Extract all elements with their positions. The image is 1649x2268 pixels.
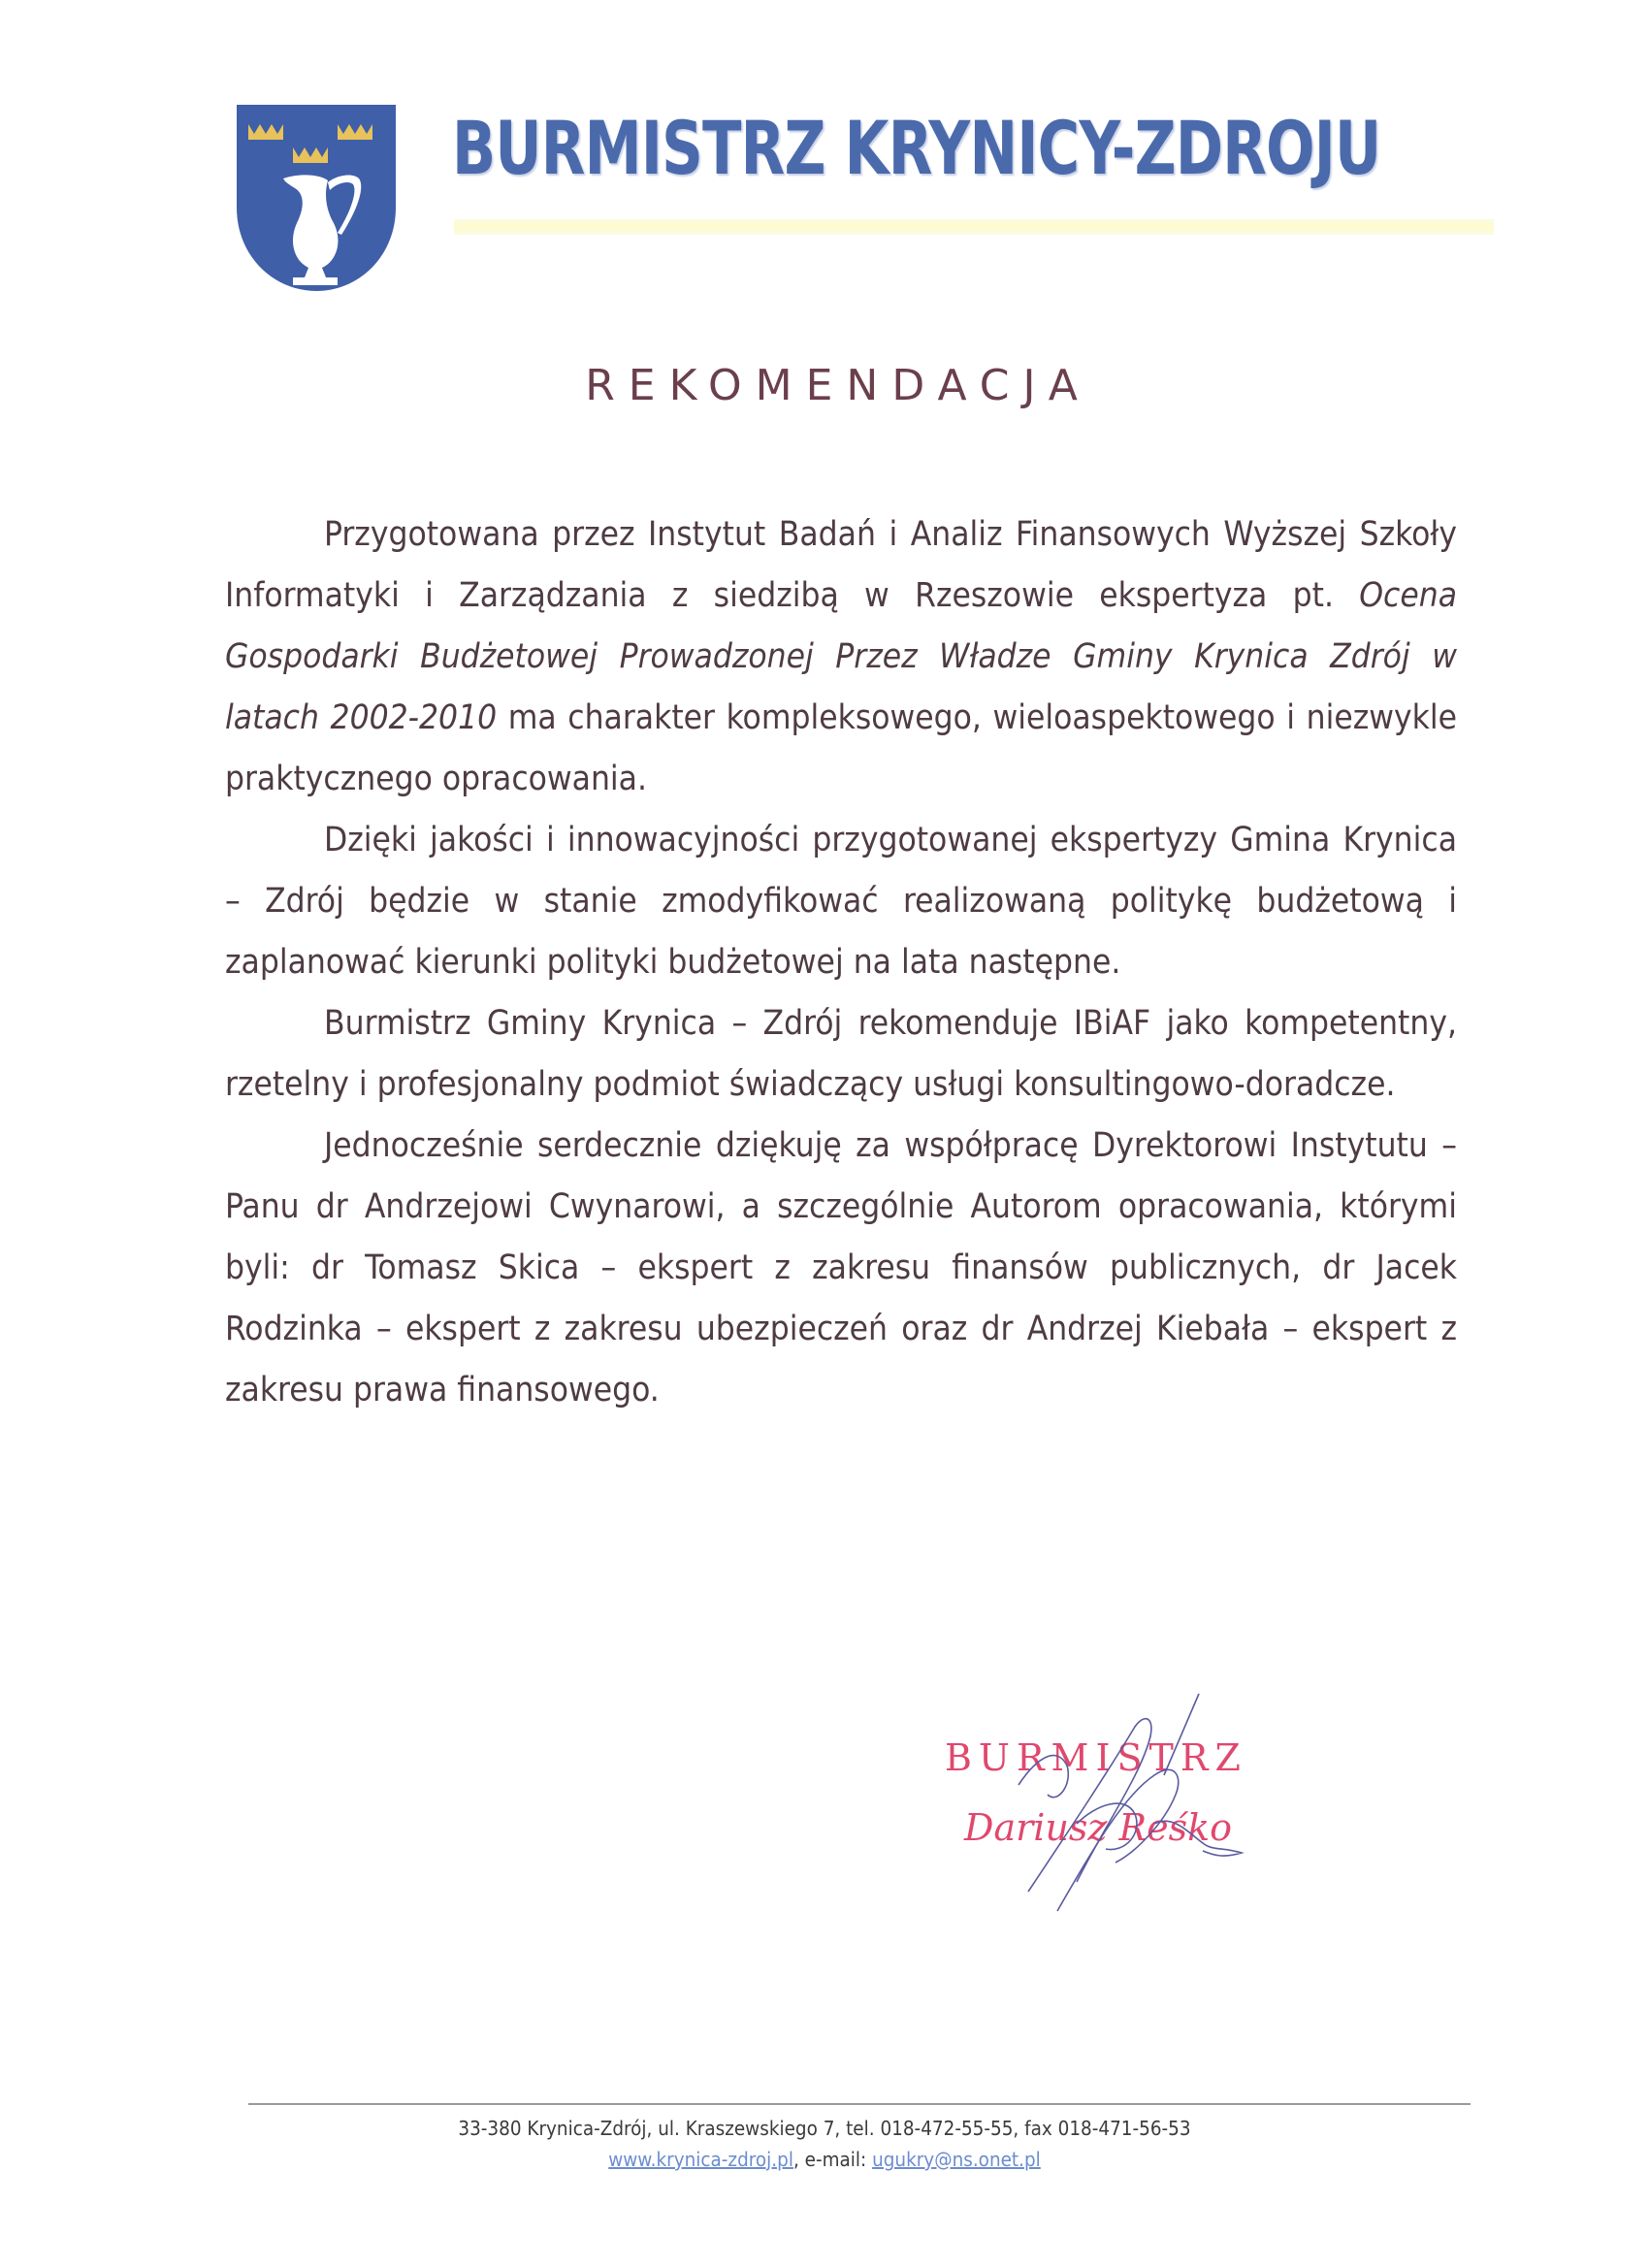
paragraph-1 bbox=[225, 504, 1457, 810]
paragraph-3: Burmistrz Gminy Krynica – Zdrój rekomenduje IBiAF jako kompetentny, rzetelny i profesjonalny podmiot świadczący usługi konsultingowo-doradcze. bbox=[225, 1004, 1457, 1104]
document-title: REKOMENDACJA bbox=[585, 361, 1091, 410]
coat-of-arms-icon bbox=[233, 101, 400, 295]
expertise-title: Ocena Gospodarki Budżetowej Prowadzonej Przez Władze Gminy Krynica Zdrój w latach 2002-2010 bbox=[225, 576, 1457, 737]
email-link[interactable]: ugukry@ns.onet.pl bbox=[872, 2148, 1041, 2171]
document-body bbox=[225, 504, 1457, 1421]
paragraph-1-text-end: ma charakter kompleksowego, wieloaspektowego i niezwykle praktycznego opracowania. bbox=[225, 698, 1457, 798]
paragraph-2: Dzięki jakości i innowacyjności przygotowanej ekspertyzy Gmina Krynica – Zdrój będzie w stanie zmodyfikować realizowaną politykę budżetową i zaplanować kierunki polityki budżetowej na lata następne. bbox=[225, 821, 1457, 982]
paragraph-4: Jednocześnie serdecznie dziękuję za współpracę Dyrektorowi Instytutu – Panu dr Andrzejowi Cwynarowi, a szczególnie Autorom opracowania, którymi byli: dr Tomasz Skica – ekspert z zakresu finansów publicznych, dr Jacek Rodzinka – ekspert z zakresu ubezpieczeń oraz dr Andrzej Kiebała – ekspert z zakresu prawa finansowego. bbox=[225, 1126, 1457, 1409]
handwritten-signature-icon bbox=[960, 1688, 1271, 1930]
letterhead-rule bbox=[454, 219, 1494, 235]
stamp-name: Dariusz Reśko bbox=[964, 1806, 1233, 1849]
footer-address: 33-380 Krynica-Zdrój, ul. Kraszewskiego 7, tel. 018-472-55-55, fax 018-471-56-53 bbox=[458, 2117, 1191, 2140]
stamp-title: BURMISTRZ bbox=[945, 1736, 1247, 1779]
footer-contacts bbox=[66, 2146, 1583, 2173]
website-link[interactable]: www.krynica-zdroj.pl bbox=[608, 2148, 793, 2171]
paragraph-1-text: Przygotowana przez Instytut Badań i Analiz Finansowych Wyższej Szkoły Informatyki i Zarządzania z siedzibą w Rzeszowie ekspertyza pt. bbox=[225, 515, 1457, 615]
footer-divider bbox=[248, 2103, 1471, 2105]
letterhead-title: BURMISTRZ KRYNICY-ZDROJU bbox=[452, 105, 1381, 191]
email-label: , e-mail: bbox=[792, 2148, 873, 2171]
